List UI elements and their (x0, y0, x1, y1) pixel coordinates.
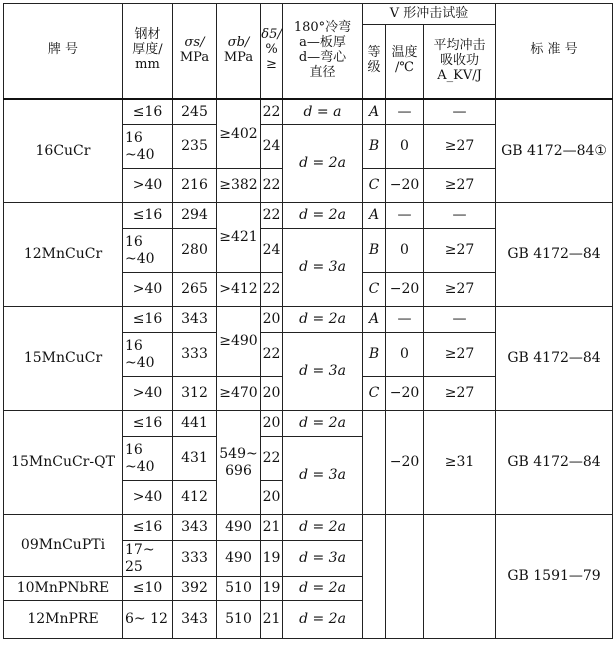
sigma-b-cell: 510 (217, 601, 261, 639)
sigma-s-cell: 245 (173, 99, 217, 125)
bend-cell: d = 3a (283, 229, 363, 307)
delta-cell: 20 (261, 377, 283, 411)
impact-grade-cell: A (363, 203, 386, 229)
impact-grade-cell: B (363, 229, 386, 273)
impact-temp-cell: 0 (386, 333, 424, 377)
standard-cell: GB 4172—84① (496, 99, 613, 203)
grade-cell: 12MnCuCr (4, 203, 123, 307)
impact-temp-cell (386, 515, 424, 639)
impact-temp-cell: −20 (386, 411, 424, 515)
grade-cell: 15MnCuCr-QT (4, 411, 123, 515)
sigma-s-cell: 441 (173, 411, 217, 437)
thickness-cell: ≤16 (123, 203, 173, 229)
delta-cell: 22 (261, 273, 283, 307)
delta-cell: 22 (261, 169, 283, 203)
bend-cell: d = 2a (283, 577, 363, 601)
grade-cell: 12MnPRE (4, 601, 123, 639)
sigma-s-cell: 265 (173, 273, 217, 307)
delta-cell: 24 (261, 125, 283, 169)
thickness-cell: >40 (123, 169, 173, 203)
impact-energy-cell: ≥27 (424, 229, 496, 273)
standard-cell: GB 4172—84 (496, 203, 613, 307)
sigma-s-cell: 431 (173, 437, 217, 481)
delta-cell: 20 (261, 307, 283, 333)
header-delta: δ5/ % ≥ (261, 4, 283, 99)
grade-cell: 09MnCuPTi (4, 515, 123, 577)
steel-properties-table (3, 3, 613, 639)
impact-grade-cell: C (363, 273, 386, 307)
sigma-s-cell: 392 (173, 577, 217, 601)
sigma-s-cell: 343 (173, 515, 217, 541)
impact-grade-cell: C (363, 377, 386, 411)
thickness-cell: ≤10 (123, 577, 173, 601)
bend-cell: d = 3a (283, 333, 363, 411)
header-sigma-s: σs/ MPa (173, 4, 217, 99)
bend-cell: d = 2a (283, 411, 363, 437)
table-row (4, 203, 613, 229)
delta-cell: 21 (261, 515, 283, 541)
delta-cell: 20 (261, 481, 283, 515)
bend-cell: d = 2a (283, 203, 363, 229)
impact-temp-cell: — (386, 307, 424, 333)
thickness-cell: ≤16 (123, 411, 173, 437)
header-impact-energy: 平均冲击 吸收功 A_KV/J (424, 25, 496, 99)
table-row (4, 515, 613, 541)
thickness-cell: 16 ~40 (123, 333, 173, 377)
thickness-cell: ≤16 (123, 99, 173, 125)
impact-grade-cell (363, 515, 386, 639)
sigma-b-cell: ≥421 (217, 203, 261, 273)
thickness-cell: 16 ~40 (123, 125, 173, 169)
impact-energy-cell: ≥27 (424, 377, 496, 411)
grade-cell: 15MnCuCr (4, 307, 123, 411)
impact-grade-cell: B (363, 125, 386, 169)
delta-cell: 22 (261, 99, 283, 125)
bend-cell: d = 2a (283, 601, 363, 639)
bend-cell: d = 2a (283, 307, 363, 333)
thickness-cell: ≤16 (123, 307, 173, 333)
sigma-s-cell: 333 (173, 541, 217, 577)
thickness-cell: 6~ 12 (123, 601, 173, 639)
impact-energy-cell: ≥27 (424, 169, 496, 203)
header-sigma-b: σb/ MPa (217, 4, 261, 99)
header-impact-temp: 温度 /℃ (386, 25, 424, 99)
delta-cell: 22 (261, 437, 283, 481)
impact-energy-cell: ≥27 (424, 273, 496, 307)
table-row (4, 307, 613, 333)
impact-grade-cell: C (363, 169, 386, 203)
thickness-cell: 16 ~40 (123, 229, 173, 273)
sigma-s-cell: 333 (173, 333, 217, 377)
sigma-b-cell: 510 (217, 577, 261, 601)
sigma-s-cell: 312 (173, 377, 217, 411)
impact-temp-cell: 0 (386, 125, 424, 169)
standard-cell: GB 1591—79 (496, 515, 613, 639)
thickness-cell: >40 (123, 273, 173, 307)
sigma-b-cell: 490 (217, 541, 261, 577)
delta-cell: 22 (261, 333, 283, 377)
header-bend: 180°冷弯 a—板厚 d—弯心 直径 (283, 4, 363, 99)
thickness-cell: >40 (123, 377, 173, 411)
sigma-s-cell: 294 (173, 203, 217, 229)
sigma-s-cell: 280 (173, 229, 217, 273)
header-grade: 牌 号 (4, 4, 123, 99)
sigma-b-cell: ≥470 (217, 377, 261, 411)
header-thickness: 钢材 厚度/ mm (123, 4, 173, 99)
sigma-b-cell: 549~ 696 (217, 411, 261, 515)
impact-temp-cell: 0 (386, 229, 424, 273)
delta-cell: 19 (261, 541, 283, 577)
sigma-b-cell: 490 (217, 515, 261, 541)
bend-cell: d = 3a (283, 437, 363, 515)
header-standard: 标 准 号 (496, 4, 613, 99)
delta-cell: 22 (261, 203, 283, 229)
delta-cell: 21 (261, 601, 283, 639)
impact-temp-cell: — (386, 99, 424, 125)
header-impact: V 形冲击试验 (363, 4, 496, 25)
impact-temp-cell: −20 (386, 169, 424, 203)
sigma-b-cell: ≥382 (217, 169, 261, 203)
sigma-s-cell: 412 (173, 481, 217, 515)
delta-cell: 20 (261, 411, 283, 437)
impact-grade-cell: A (363, 99, 386, 125)
bend-cell: d = a (283, 99, 363, 125)
impact-energy-cell: ≥27 (424, 333, 496, 377)
impact-grade-cell (363, 411, 386, 515)
table-row (4, 411, 613, 437)
header-impact-grade: 等 级 (363, 25, 386, 99)
impact-energy-cell: — (424, 307, 496, 333)
sigma-s-cell: 343 (173, 307, 217, 333)
impact-temp-cell: −20 (386, 273, 424, 307)
sigma-b-cell: ≥490 (217, 307, 261, 377)
impact-energy-cell: — (424, 99, 496, 125)
impact-energy-cell (424, 515, 496, 639)
impact-energy-cell: — (424, 203, 496, 229)
thickness-cell: 17~ 25 (123, 541, 173, 577)
standard-cell: GB 4172—84 (496, 411, 613, 515)
thickness-cell: ≤16 (123, 515, 173, 541)
standard-cell: GB 4172—84 (496, 307, 613, 411)
delta-cell: 24 (261, 229, 283, 273)
impact-energy-cell: ≥27 (424, 125, 496, 169)
impact-temp-cell: −20 (386, 377, 424, 411)
sigma-s-cell: 235 (173, 125, 217, 169)
impact-grade-cell: B (363, 333, 386, 377)
thickness-cell: >40 (123, 481, 173, 515)
impact-energy-cell: ≥31 (424, 411, 496, 515)
grade-cell: 10MnPNbRE (4, 577, 123, 601)
bend-cell: d = 2a (283, 125, 363, 203)
sigma-b-cell: ≥402 (217, 99, 261, 169)
bend-cell: d = 3a (283, 541, 363, 577)
sigma-s-cell: 216 (173, 169, 217, 203)
table-row (4, 99, 613, 125)
sigma-s-cell: 343 (173, 601, 217, 639)
grade-cell: 16CuCr (4, 99, 123, 203)
bend-cell: d = 2a (283, 515, 363, 541)
impact-grade-cell: A (363, 307, 386, 333)
impact-temp-cell: — (386, 203, 424, 229)
delta-cell: 19 (261, 577, 283, 601)
sigma-b-cell: >412 (217, 273, 261, 307)
thickness-cell: 16 ~40 (123, 437, 173, 481)
